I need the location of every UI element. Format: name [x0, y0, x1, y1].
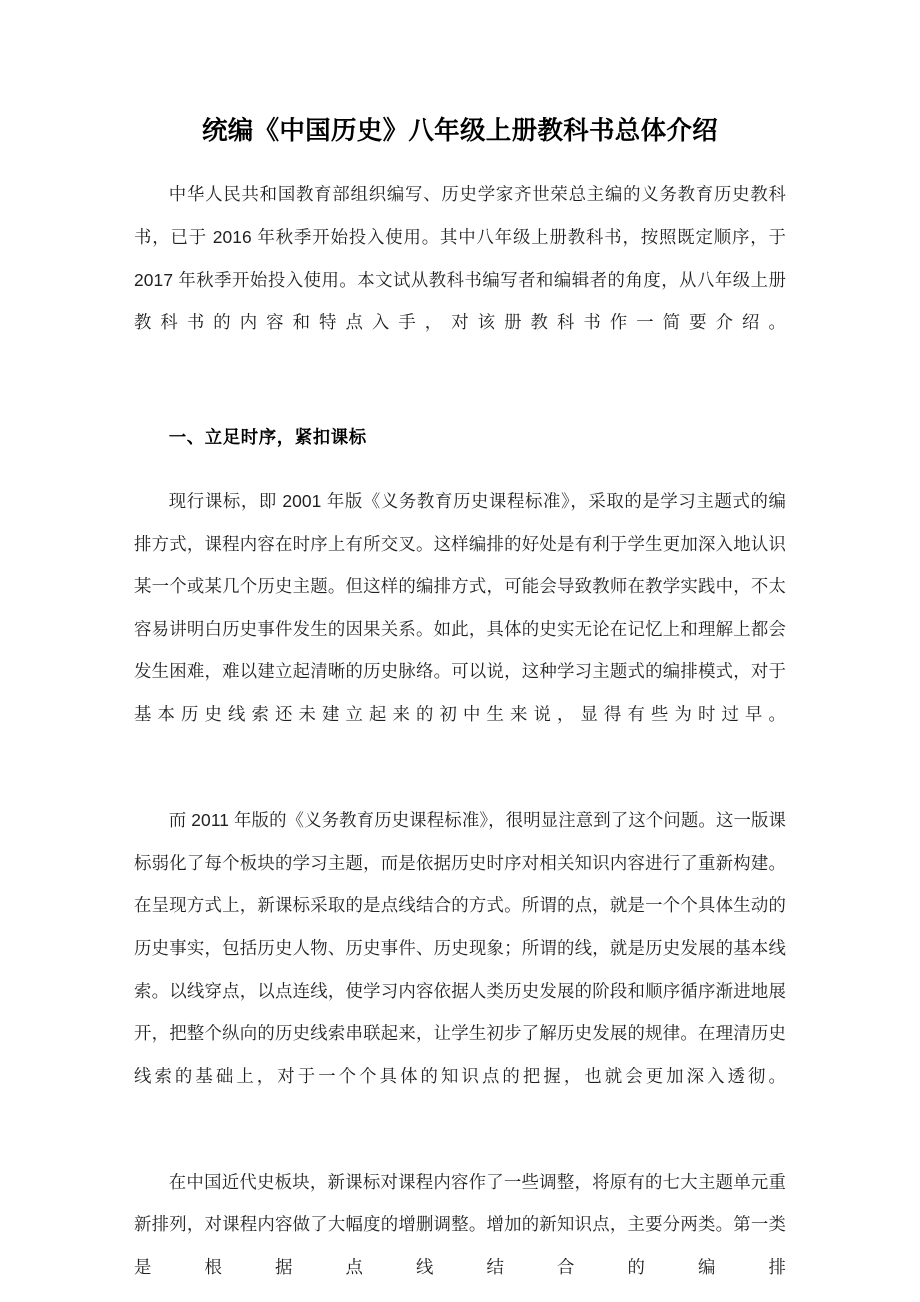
paragraph-current-standard: 现行课标，即 2001 年版《义务教育历史课程标准》，采取的是学习主题式的编排方式，课程内容在时序上有所交叉。这样编排的好处是有利于学生更加深入地认识某一个或某几个历史主题。但这样的编排方式，可能会导致教师在教学实践中，不太容易讲明白历史事件发生的因果关系。如此，具体的史实无论在记忆上和理解上都会发生困难，难以建立起清晰的历史脉络。可以说，这种学习主题式的编排模式，对于基本历史线索还未建立起来的初中生来说，显得有些为时过早。	[134, 490, 786, 724]
section-heading-one: 一、立足时序，紧扣课标	[168, 427, 367, 448]
paragraph-intro: 中华人民共和国教育部组织编写、历史学家齐世荣总主编的义务教育历史教科书，已于 2016 年秋季开始投入使用。其中八年级上册教科书，按照既定顺序，于 2017 年秋季开始投入使用。本文试从教科书编写者和编辑者的角度，从八年级上册教科书的内容和特点入手，对该册教科书作一简要介绍。	[134, 184, 786, 333]
document-content-column	[134, 0, 786, 1302]
page-title: 统编《中国历史》八年级上册教科书总体介绍	[201, 117, 718, 145]
paragraph-standard-2011: 而 2011 年版的《义务教育历史课程标准》，很明显注意到了这个问题。这一版课标弱化了每个板块的学习主题，而是依据历史时序对相关知识内容进行了重新构建。在呈现方式上，新课标采取的是点线结合的方式。所谓的点，就是一个个具体生动的历史事实，包括历史人物、历史事件、历史现象；所谓的线，就是历史发展的基本线索。以线穿点，以点连线，使学习内容依据人类历史发展的阶段和顺序循序渐进地展开，把整个纵向的历史线索串联起来，让学生初步了解历史发展的规律。在理清历史线索的基础上，对于一个个具体的知识点的把握，也就会更加深入透彻。	[134, 810, 786, 1086]
paragraph-modern-history: 在中国近代史板块，新课标对课程内容作了一些调整，将原有的七大主题单元重新排列，对课程内容做了大幅度的增删调整。增加的新知识点，主要分两类。第一类是根据点线结合的编排	[134, 1171, 786, 1278]
